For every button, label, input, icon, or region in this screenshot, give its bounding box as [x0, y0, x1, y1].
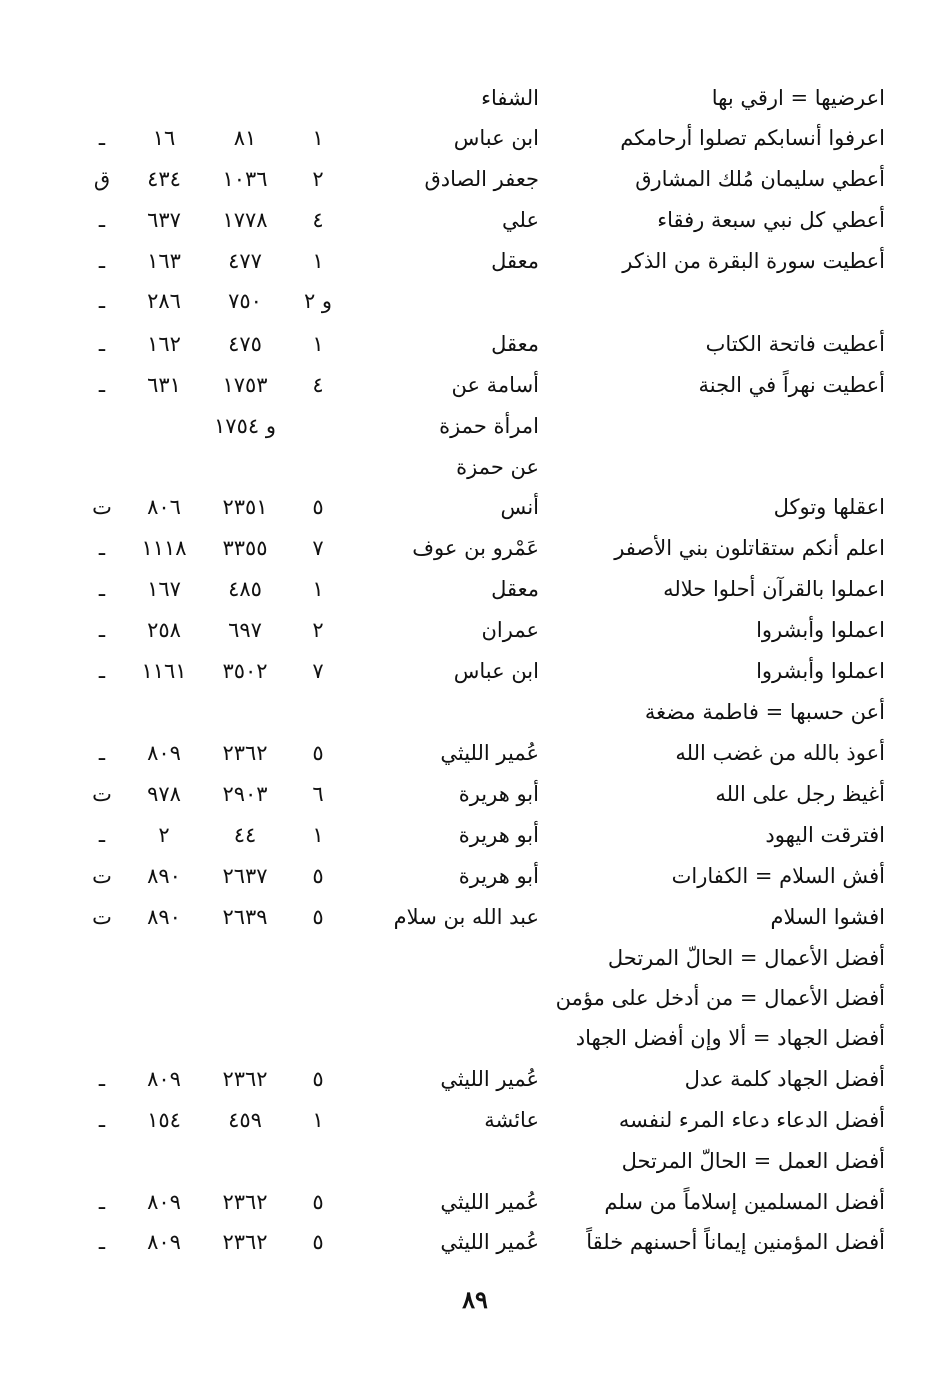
index-narrator: معقل — [491, 332, 539, 356]
index-hadith-number: ٤٧٥ — [228, 332, 262, 356]
index-page-ref: ٤٣٤ — [147, 167, 181, 191]
index-narrator: أبو هريرة — [458, 864, 539, 888]
index-row — [0, 78, 951, 118]
index-row — [0, 733, 951, 773]
index-volume: ١ — [312, 823, 324, 847]
index-source-code: ت — [92, 905, 112, 929]
index-row — [0, 281, 951, 321]
index-page-ref: ١٥٤ — [147, 1108, 181, 1132]
index-hadith-text: أفضل الجهاد = ألا وإن أفضل الجهاد — [575, 1026, 885, 1050]
index-row — [0, 815, 951, 855]
index-narrator: عن حمزة — [456, 455, 539, 479]
index-source-code: ـ — [98, 208, 106, 232]
index-source-code: ـ — [98, 1230, 106, 1254]
index-volume — [296, 978, 340, 1018]
index-source-code — [80, 938, 124, 978]
index-narrator: عُمير الليثي — [440, 1067, 539, 1091]
index-volume — [296, 406, 340, 446]
index-row — [0, 1018, 951, 1058]
index-hadith-text: أعطي كل نبي سبعة رفقاء — [657, 208, 885, 232]
index-hadith-number: ٢٣٥١ — [222, 495, 268, 519]
index-hadith-number: ١٠٣٦ — [222, 167, 268, 191]
index-row — [0, 1141, 951, 1181]
index-narrator: أبو هريرة — [458, 823, 539, 847]
index-page-ref — [125, 447, 203, 487]
index-page-ref: ٨٠٦ — [147, 495, 181, 519]
index-row — [0, 200, 951, 240]
index-hadith-number: ٣٣٥٥ — [222, 536, 268, 560]
index-hadith-text: اعملوا وأبشروا — [756, 618, 885, 642]
index-hadith-number: ٧٥٠ — [228, 289, 262, 313]
index-row — [0, 528, 951, 568]
index-page-ref: ٩٧٨ — [147, 782, 181, 806]
index-volume: ١ — [312, 332, 324, 356]
index-hadith-number — [200, 692, 290, 732]
index-narrator: أسامة عن — [451, 373, 539, 397]
index-narrator: عائشة — [484, 1108, 539, 1132]
index-row — [0, 569, 951, 609]
index-page-ref: ٦٣٧ — [147, 208, 181, 232]
index-page-ref — [125, 78, 203, 118]
index-page-ref: ٢ — [158, 823, 170, 847]
index-hadith-text: افترقت اليهود — [765, 823, 885, 847]
index-source-code: ـ — [98, 126, 106, 150]
index-row — [0, 241, 951, 281]
index-row — [0, 1222, 951, 1262]
index-hadith-text: أفضل الجهاد كلمة عدل — [684, 1067, 885, 1091]
index-page-ref — [125, 1018, 203, 1058]
index-hadith-text: أفش السلام = الكفارات — [671, 864, 885, 888]
index-volume: ١ — [312, 577, 324, 601]
index-volume: ٥ — [312, 864, 324, 888]
index-hadith-number — [200, 447, 290, 487]
index-volume: ٧ — [312, 536, 324, 560]
index-hadith-number: ١٧٥٣ — [222, 373, 268, 397]
index-hadith-number: ٦٩٧ — [228, 618, 262, 642]
index-page-ref: ٨٩٠ — [147, 864, 181, 888]
index-page-ref: ٢٥٨ — [147, 618, 181, 642]
index-row — [0, 447, 951, 487]
index-hadith-number — [200, 978, 290, 1018]
index-volume: و ٢ — [303, 289, 333, 313]
index-hadith-number: ٢٩٠٣ — [222, 782, 268, 806]
index-volume: ٥ — [312, 495, 324, 519]
index-source-code: ـ — [98, 577, 106, 601]
index-hadith-text: أعطيت فاتحة الكتاب — [705, 332, 885, 356]
index-source-code: ـ — [98, 536, 106, 560]
index-narrator: امرأة حمزة — [439, 414, 539, 438]
index-row — [0, 774, 951, 814]
index-source-code: ـ — [98, 289, 106, 313]
index-narrator: عُمير الليثي — [440, 1230, 539, 1254]
index-volume — [296, 692, 340, 732]
index-source-code: ـ — [98, 373, 106, 397]
index-source-code — [80, 78, 124, 118]
index-volume — [296, 447, 340, 487]
index-row — [0, 159, 951, 199]
index-narrator: ابن عباس — [453, 126, 539, 150]
index-volume: ٦ — [312, 782, 324, 806]
index-hadith-text: اعملوا وأبشروا — [756, 659, 885, 683]
index-volume: ١ — [312, 1108, 324, 1132]
index-hadith-text: أفضل الأعمال = من أدخل على مؤمن — [555, 986, 885, 1010]
index-row — [0, 938, 951, 978]
index-hadith-text: اعرفوا أنسابكم تصلوا أرحامكم — [620, 126, 885, 150]
index-hadith-number: ٣٥٠٢ — [222, 659, 268, 683]
index-narrator: علي — [502, 208, 539, 232]
index-page-ref — [125, 692, 203, 732]
index-source-code: ـ — [98, 249, 106, 273]
index-hadith-text: أفضل المسلمين إسلاماً من سلم — [604, 1190, 885, 1214]
index-source-code — [80, 447, 124, 487]
index-source-code: ـ — [98, 332, 106, 356]
index-narrator: عُمير الليثي — [440, 741, 539, 765]
index-narrator: أنس — [500, 495, 539, 519]
index-page-ref: ١٦٢ — [147, 332, 181, 356]
index-source-code — [80, 692, 124, 732]
index-row — [0, 487, 951, 527]
index-page-ref: ١٦٧ — [147, 577, 181, 601]
index-source-code: ت — [92, 782, 112, 806]
index-page-ref: ٨٩٠ — [147, 905, 181, 929]
index-volume: ١ — [312, 126, 324, 150]
index-source-code: ت — [92, 864, 112, 888]
index-source-code: ق — [93, 167, 111, 191]
index-volume: ٤ — [312, 208, 324, 232]
index-narrator: معقل — [491, 249, 539, 273]
index-hadith-text: أفضل العمل = الحالّ المرتحل — [621, 1149, 885, 1173]
index-row — [0, 1059, 951, 1099]
index-narrator: عمران — [481, 618, 539, 642]
index-hadith-text: أفضل المؤمنين إيماناً أحسنهم خلقاً — [586, 1230, 885, 1254]
index-narrator: أبو هريرة — [458, 782, 539, 806]
index-hadith-number — [200, 78, 290, 118]
index-narrator: ابن عباس — [453, 659, 539, 683]
index-page-ref: ٨٠٩ — [147, 1067, 181, 1091]
index-volume — [296, 1141, 340, 1181]
index-source-code — [80, 1141, 124, 1181]
index-hadith-text: أفضل الأعمال = الحالّ المرتحل — [607, 946, 885, 970]
index-source-code: ـ — [98, 1108, 106, 1132]
index-hadith-number: ٢٣٦٢ — [222, 1190, 268, 1214]
index-volume — [296, 78, 340, 118]
index-volume: ٥ — [312, 1190, 324, 1214]
index-hadith-number: ٤٤ — [233, 823, 257, 847]
index-volume — [296, 1018, 340, 1058]
index-hadith-text: أفضل الدعاء دعاء المرء لنفسه — [618, 1108, 885, 1132]
index-page-ref — [125, 978, 203, 1018]
index-page-ref: ١٦٣ — [147, 249, 181, 273]
index-hadith-number: و ١٧٥٤ — [214, 414, 276, 438]
index-narrator: عبد الله بن سلام — [393, 905, 539, 929]
index-volume: ١ — [312, 249, 324, 273]
index-volume — [296, 938, 340, 978]
index-hadith-text: أعوذ بالله من غضب الله — [675, 741, 885, 765]
index-page-ref: ١١٦١ — [141, 659, 187, 683]
index-volume: ٧ — [312, 659, 324, 683]
index-row — [0, 978, 951, 1018]
index-volume: ٢ — [312, 167, 324, 191]
index-page-ref: ٦٣١ — [147, 373, 181, 397]
index-page-ref — [125, 1141, 203, 1181]
index-hadith-text: اعلم أنكم ستقاتلون بني الأصفر — [614, 536, 885, 560]
index-source-code — [80, 1018, 124, 1058]
index-page-ref: ٨٠٩ — [147, 1230, 181, 1254]
index-hadith-number: ٢٦٣٩ — [222, 905, 268, 929]
index-row — [0, 897, 951, 937]
index-row — [0, 324, 951, 364]
index-volume: ٢ — [312, 618, 324, 642]
index-hadith-number — [200, 1018, 290, 1058]
index-hadith-number: ٢٦٣٧ — [222, 864, 268, 888]
index-volume: ٥ — [312, 1230, 324, 1254]
index-row — [0, 651, 951, 691]
index-hadith-text: أغيظ رجل على الله — [715, 782, 885, 806]
index-source-code: ـ — [98, 1067, 106, 1091]
index-hadith-text: اعملوا بالقرآن أحلوا حلاله — [663, 577, 885, 601]
index-narrator: عُمير الليثي — [440, 1190, 539, 1214]
index-row — [0, 692, 951, 732]
index-row — [0, 610, 951, 650]
index-hadith-text: أعن حسبها = فاطمة مضغة — [644, 700, 885, 724]
index-hadith-text: اعرضيها = ارقي بها — [711, 86, 885, 110]
index-page-ref: ١٦ — [152, 126, 176, 150]
index-page-ref: ٢٨٦ — [147, 289, 181, 313]
index-volume: ٥ — [312, 1067, 324, 1091]
index-page-ref: ٨٠٩ — [147, 1190, 181, 1214]
index-page-ref: ١١١٨ — [141, 536, 187, 560]
index-source-code: ت — [92, 495, 112, 519]
index-narrator: عَمْرو بن عوف — [412, 536, 539, 560]
index-source-code: ـ — [98, 659, 106, 683]
index-volume: ٥ — [312, 905, 324, 929]
index-hadith-number: ٤٧٧ — [228, 249, 262, 273]
index-hadith-text: أعطيت سورة البقرة من الذكر — [622, 249, 885, 273]
index-hadith-text: أعطيت نهراً في الجنة — [698, 373, 885, 397]
index-row — [0, 856, 951, 896]
index-narrator: معقل — [491, 577, 539, 601]
index-narrator: جعفر الصادق — [424, 167, 539, 191]
index-hadith-text: أعطي سليمان مُلك المشارق — [635, 167, 885, 191]
index-volume: ٤ — [312, 373, 324, 397]
index-hadith-number: ٨١ — [233, 126, 257, 150]
index-row — [0, 406, 951, 446]
page-number: ٨٩ — [462, 1285, 488, 1314]
index-source-code: ـ — [98, 618, 106, 642]
index-page-ref — [125, 406, 203, 446]
index-hadith-number — [200, 938, 290, 978]
index-source-code: ـ — [98, 1190, 106, 1214]
index-page-ref — [125, 938, 203, 978]
index-row — [0, 365, 951, 405]
index-hadith-text: اعقلها وتوكل — [773, 495, 885, 519]
index-narrator: الشفاء — [481, 86, 539, 110]
index-hadith-number: ٤٨٥ — [228, 577, 262, 601]
index-hadith-number: ١٧٧٨ — [222, 208, 268, 232]
index-source-code — [80, 978, 124, 1018]
index-volume: ٥ — [312, 741, 324, 765]
index-hadith-number: ٢٣٦٢ — [222, 1067, 268, 1091]
index-hadith-number: ٢٣٦٢ — [222, 741, 268, 765]
index-hadith-number: ٢٣٦٢ — [222, 1230, 268, 1254]
index-row — [0, 1182, 951, 1222]
index-source-code: ـ — [98, 741, 106, 765]
index-hadith-number — [200, 1141, 290, 1181]
index-hadith-number: ٤٥٩ — [228, 1108, 262, 1132]
index-row — [0, 1100, 951, 1140]
index-hadith-text: افشوا السلام — [770, 905, 885, 929]
index-source-code — [80, 406, 124, 446]
index-page-ref: ٨٠٩ — [147, 741, 181, 765]
index-row — [0, 118, 951, 158]
index-source-code: ـ — [98, 823, 106, 847]
